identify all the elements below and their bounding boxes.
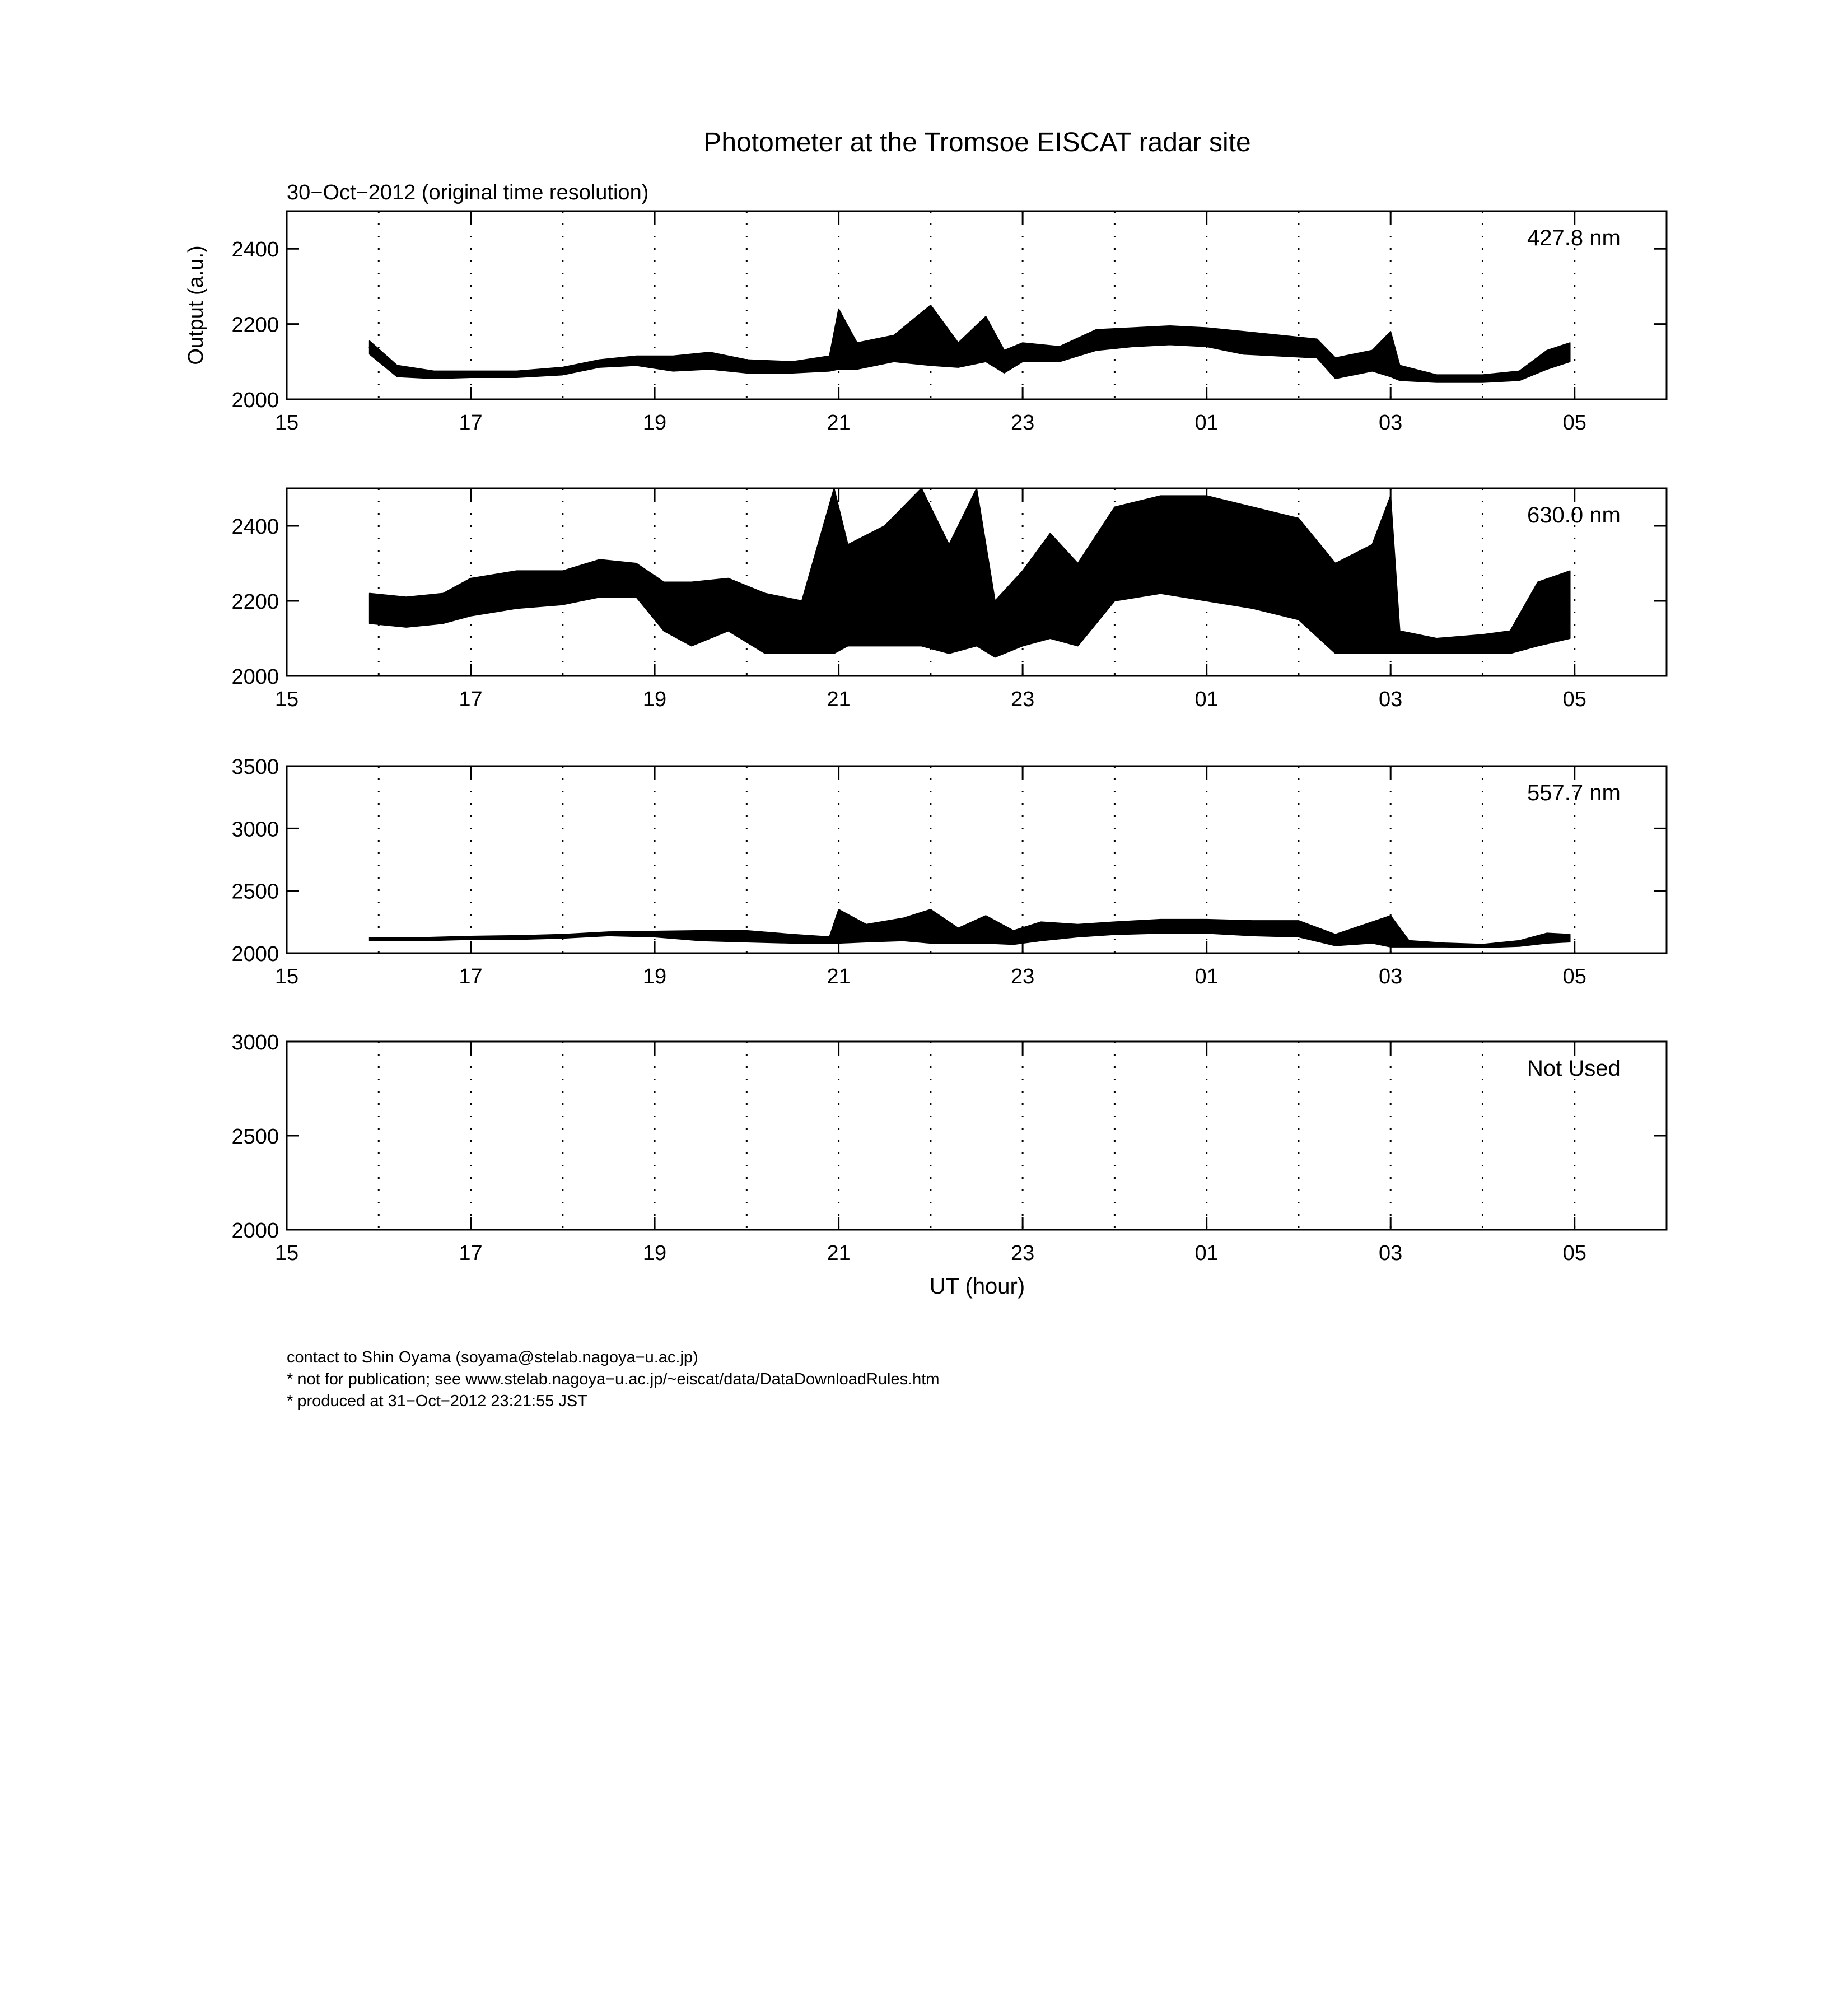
x-tick-label: 21 [827,965,851,988]
x-tick-label: 17 [459,688,483,711]
y-axis-label: Output (a.u.) [184,245,208,365]
x-tick-label: 05 [1562,1242,1586,1265]
y-tick-label: 2000 [231,665,279,689]
x-tick-label: 15 [274,1242,299,1265]
y-tick-label: 2000 [231,942,279,966]
x-tick-label: 17 [459,411,483,435]
figure-title: Photometer at the Tromsoe EISCAT radar site [703,128,1251,157]
x-tick-label: 23 [1010,1242,1035,1265]
y-tick-label: 2000 [231,389,279,412]
figure-subtitle: 30−Oct−2012 (original time resolution) [287,181,649,204]
y-tick-label: 2500 [231,1125,279,1149]
footer-produced-time: * produced at 31−Oct−2012 23:21:55 JST [287,1392,587,1410]
x-tick-label: 19 [642,1242,667,1265]
panels-group [231,211,1667,1265]
x-tick-label: 17 [459,1242,483,1265]
x-tick-label: 05 [1562,411,1586,435]
footer-notes [287,1347,940,1412]
x-tick-label: 21 [827,688,851,711]
panel-label: 557.7 nm [1527,781,1621,805]
y-tick-label: 2200 [231,590,279,614]
y-tick-label: 2000 [231,1219,279,1243]
panel-label: Not Used [1527,1056,1621,1081]
y-tick-label: 3500 [231,755,279,779]
x-tick-label: 23 [1010,688,1035,711]
y-tick-label: 3000 [231,818,279,842]
x-tick-label: 21 [827,1242,851,1265]
x-tick-label: 03 [1379,965,1403,988]
x-tick-label: 15 [274,965,299,988]
panel-1 [231,211,1667,435]
x-tick-label: 15 [274,411,299,435]
y-tick-label: 2500 [231,880,279,904]
x-tick-label: 01 [1194,965,1219,988]
x-tick-label: 01 [1194,411,1219,435]
x-tick-label: 03 [1379,411,1403,435]
y-tick-label: 2200 [231,313,279,337]
x-tick-label: 23 [1010,965,1035,988]
x-tick-label: 01 [1194,1242,1219,1265]
x-tick-label: 05 [1562,965,1586,988]
x-tick-label: 19 [642,411,667,435]
x-tick-label: 03 [1379,688,1403,711]
footer-contact: contact to Shin Oyama (soyama@stelab.nagoya−u.ac.jp) [287,1348,698,1366]
panel-label: 630.0 nm [1527,503,1621,528]
x-tick-label: 15 [274,688,299,711]
y-tick-label: 2400 [231,238,279,262]
panel-2 [231,488,1667,711]
footer-publication-note: * not for publication; see www.stelab.nagoya−u.ac.jp/~eiscat/data/DataDownloadRules.htm [287,1370,940,1388]
x-tick-label: 21 [827,411,851,435]
x-tick-label: 05 [1562,688,1586,711]
x-tick-label: 01 [1194,688,1219,711]
x-tick-label: 19 [642,965,667,988]
y-tick-label: 3000 [231,1031,279,1054]
panel-label: 427.8 nm [1527,226,1621,250]
series-envelope [370,488,1570,657]
panel-4 [231,1031,1667,1265]
x-tick-label: 17 [459,965,483,988]
x-tick-label: 23 [1010,411,1035,435]
axes-box [287,1042,1667,1230]
x-axis-label: UT (hour) [929,1274,1025,1299]
panel-3 [231,755,1667,988]
x-tick-label: 19 [642,688,667,711]
x-tick-label: 03 [1379,1242,1403,1265]
y-tick-label: 2400 [231,515,279,539]
